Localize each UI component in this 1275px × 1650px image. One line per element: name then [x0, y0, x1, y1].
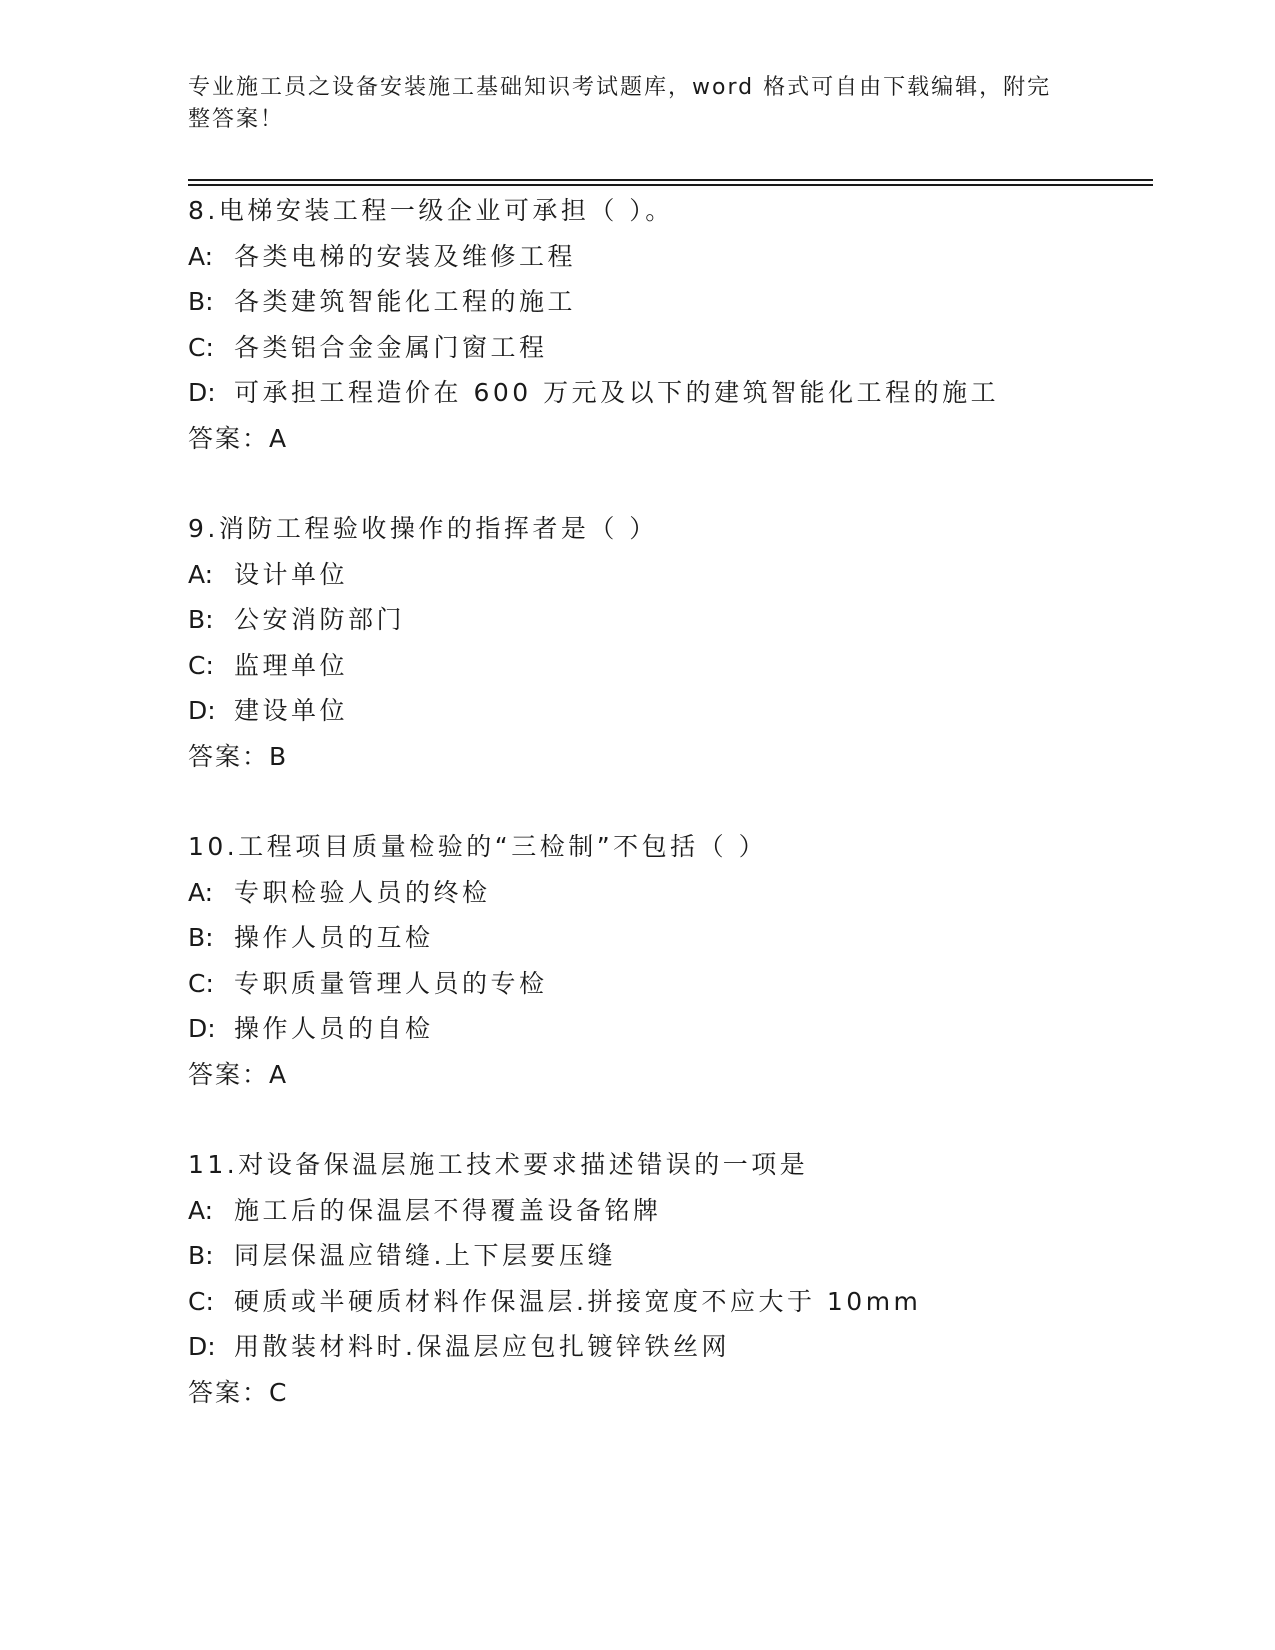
option-letter: C:	[188, 1286, 214, 1316]
question-block	[188, 824, 1148, 1097]
option-letter: D:	[188, 378, 216, 407]
document-header: 专业施工员之设备安装施工基础知识考试题库，word 格式可自由下载编辑，附完整答案！	[188, 75, 1052, 132]
option-text: 同层保温应错缝.上下层要压缝	[234, 1241, 616, 1270]
option-text: 专职检验人员的终检	[234, 877, 491, 907]
option-a	[188, 234, 1148, 280]
option-text: 各类电梯的安装及维修工程	[234, 241, 577, 271]
question-stem: 11.对设备保温层施工技术要求描述错误的一项是	[188, 1150, 809, 1179]
option-b	[188, 1233, 1148, 1279]
answer-line: 答案：B	[188, 741, 289, 771]
header-divider-bottom	[188, 184, 1153, 186]
option-letter: B:	[188, 923, 214, 952]
option-d	[188, 1006, 1148, 1052]
option-text: 施工后的保温层不得覆盖设备铭牌	[234, 1195, 662, 1225]
option-text: 各类铝合金金属门窗工程	[234, 332, 548, 362]
option-letter: B:	[188, 287, 214, 316]
option-letter: C:	[188, 332, 214, 362]
option-c	[188, 1279, 1148, 1325]
question-block	[188, 506, 1148, 779]
question-stem: 9.消防工程验收操作的指挥者是（ ）	[188, 514, 658, 543]
option-letter: A:	[188, 877, 214, 907]
option-text: 操作人员的互检	[234, 923, 434, 952]
option-text: 建设单位	[234, 696, 349, 725]
option-text: 公安消防部门	[234, 605, 406, 634]
option-letter: A:	[188, 241, 214, 271]
question-block	[188, 188, 1148, 461]
option-b	[188, 597, 1148, 643]
option-text: 操作人员的自检	[234, 1014, 434, 1043]
option-b	[188, 915, 1148, 961]
option-d	[188, 688, 1148, 734]
option-letter: B:	[188, 605, 214, 634]
answer-line: 答案：A	[188, 423, 289, 453]
option-letter: A:	[188, 559, 214, 589]
option-text: 硬质或半硬质材料作保温层.拼接宽度不应大于 10mm	[234, 1286, 922, 1316]
option-text: 专职质量管理人员的专检	[234, 968, 548, 998]
option-text: 设计单位	[234, 559, 349, 589]
option-letter: C:	[188, 650, 214, 680]
option-letter: D:	[188, 1332, 216, 1361]
option-letter: C:	[188, 968, 214, 998]
option-c	[188, 643, 1148, 689]
option-letter: D:	[188, 696, 216, 725]
question-stem: 8.电梯安装工程一级企业可承担（ ）。	[188, 196, 674, 225]
option-b	[188, 279, 1148, 325]
header-divider-top	[188, 179, 1153, 181]
option-letter: D:	[188, 1014, 216, 1043]
question-block	[188, 1142, 1148, 1415]
option-d	[188, 370, 1148, 416]
option-c	[188, 325, 1148, 371]
option-a	[188, 870, 1148, 916]
answer-line: 答案：C	[188, 1377, 289, 1407]
option-c	[188, 961, 1148, 1007]
option-text: 各类建筑智能化工程的施工	[234, 287, 577, 316]
question-stem: 10.工程项目质量检验的“三检制”不包括（ ）	[188, 832, 768, 861]
option-d	[188, 1324, 1148, 1370]
option-letter: B:	[188, 1241, 214, 1270]
option-text: 用散装材料时.保温层应包扎镀锌铁丝网	[234, 1332, 730, 1361]
option-text: 监理单位	[234, 650, 349, 680]
option-a	[188, 1188, 1148, 1234]
option-a	[188, 552, 1148, 598]
option-text: 可承担工程造价在 600 万元及以下的建筑智能化工程的施工	[234, 378, 1000, 407]
option-letter: A:	[188, 1195, 214, 1225]
answer-line: 答案：A	[188, 1059, 289, 1089]
